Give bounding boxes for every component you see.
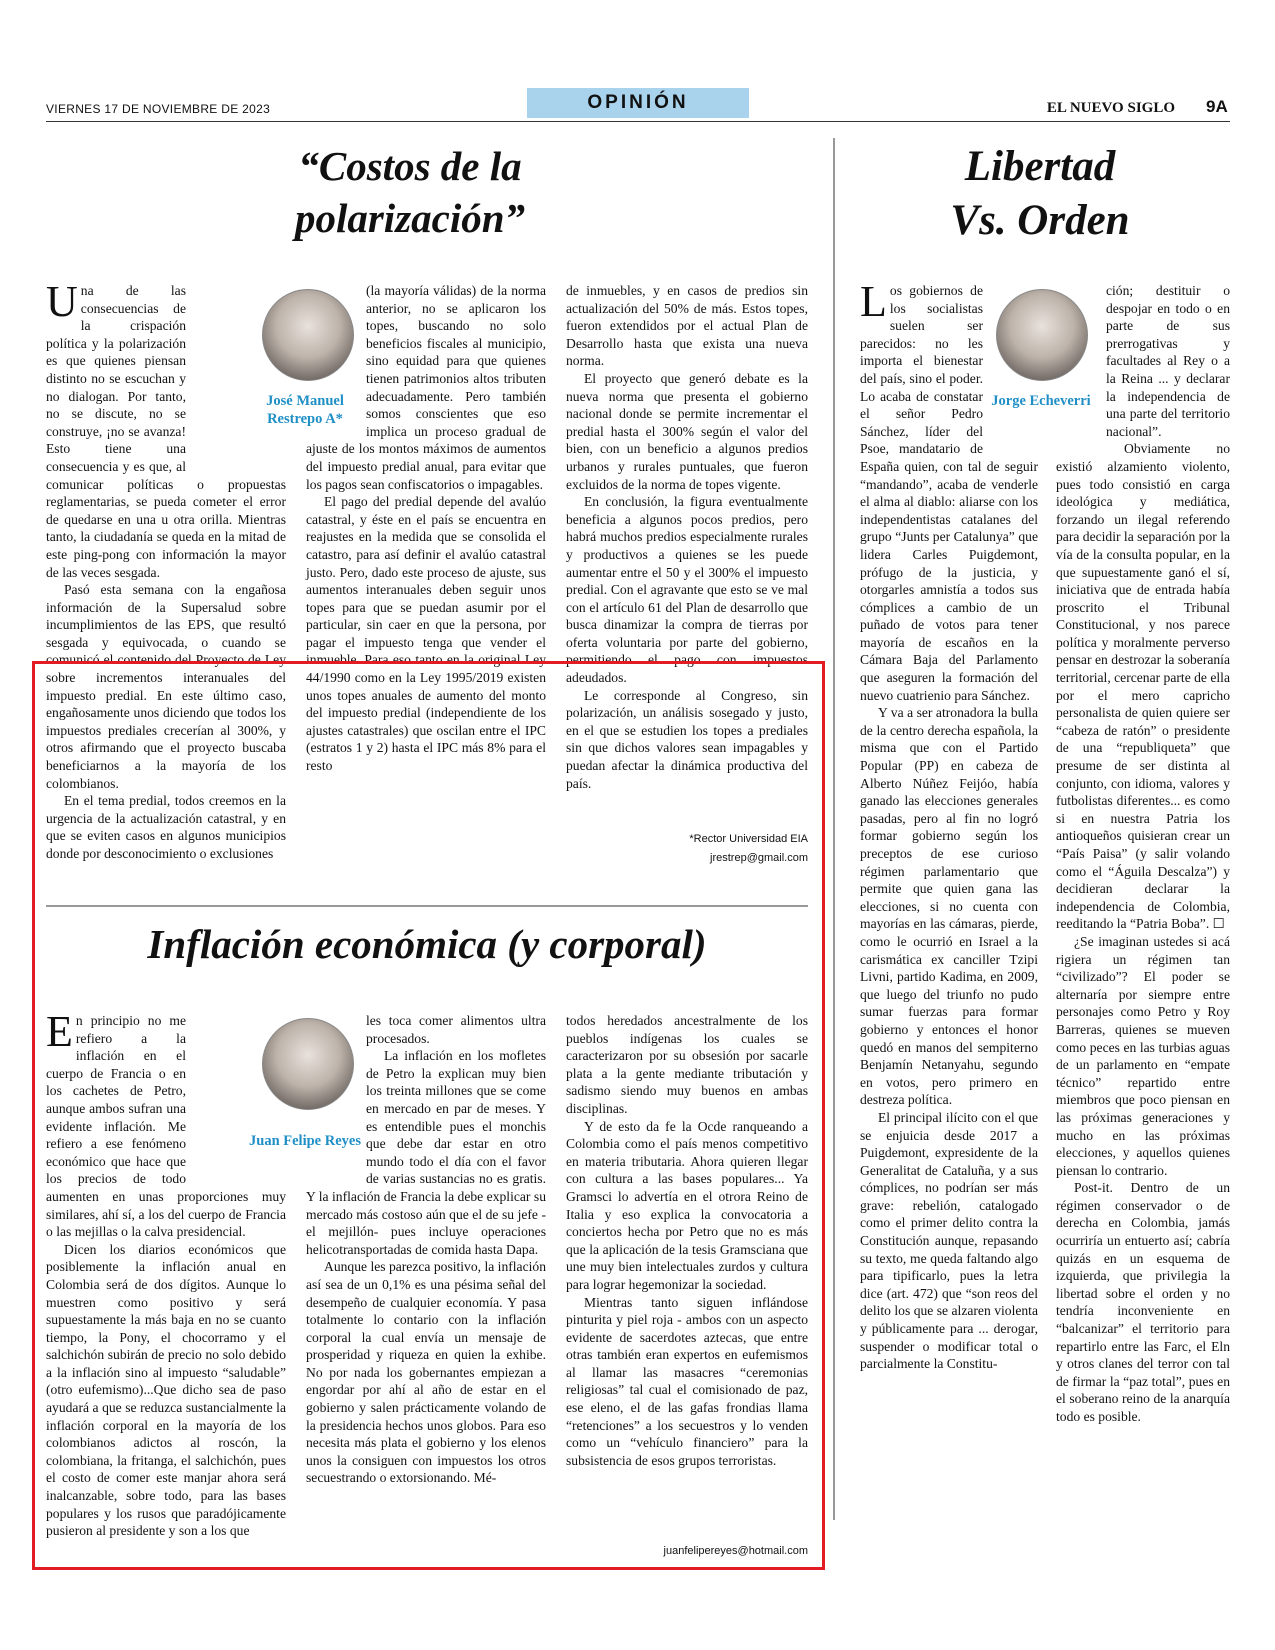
- article1-title-line1: “Costos de la: [298, 143, 522, 189]
- article3-col1-p2: Y va a ser atronadora la bulla de la centro derecha española, la misma que con el Partido Popular (PP) en cabeza de Alberto Núñez Feijóo, había ganado las elecciones generales pasadas, pero al fin no logró formar gobierno según los preceptos de ese curioso régimen parlamentario que permite que quien gana las elecciones, si no cuenta con mayorías en las cámaras, pierde, como le ocurrió en Israel a la carismática ex canciller Tzipi Livni, partido Kadima, en 2009, que luego del triunfo no pudo sumar fuerzas para formar gobierno y entonces el honor quedó en manos del sempiterno Benjamín Netanyahu, segundo en votos, pero primero en destreza política.: [860, 705, 1038, 1108]
- article1-col2-p2: El pago del predial depende del avalúo catastral, y éste en el país se encuentra en reajustes en la medida que se consolida el catastro, para así definir el avalúo catastral justo. Pero, dado este proceso de ajuste, sus aumentos interanuales deben seguir unos topes para que se puedan asumir por el particular, sin caer en que la persona, por pagar el impuesto tenga que vender el inmueble. Para eso tanto en la original Ley 44/1990 como en la Ley 1995/2019 existen unos topes anuales de aumento del monto del impuesto predial (independiente de los ajustes catastrales) que oscilan entre el IPC (estratos 1 y 2) hasta el IPC más 8% para el resto: [306, 494, 546, 774]
- article1-author: José Manuel Restrepo A*: [266, 393, 344, 427]
- page-number: 9A: [1206, 97, 1228, 116]
- article2-col2-p3: Aunque les parezca positivo, la inflación así sea de un 0,1% es una pésima señal del desempeño de cualquier economía. Y pasa totalmente lo contario con la inflación corporal la cual envía un mensaje de prosperidad y riqueza en quien la exhibe. No por nada los gobernantes empiezan a engordar por ahí al año de estar en el gobierno y salen prácticamente volando de la presidencia hechos unos globos. Para eso necesita más plata el gobierno y los elenos unos la consiguen con impuestos los otros secuestrando o extorsionando. Mé-: [306, 1259, 546, 1486]
- article2-email: juanfelipereyes@hotmail.com: [663, 1545, 808, 1557]
- article1-email: jrestrep@gmail.com: [710, 852, 808, 864]
- section-label: OPINIÓN: [527, 88, 749, 118]
- article1-col3-p4: Le corresponde al Congreso, sin polarización, un análisis sosegado y justo, en el que se estudien los topes a prediales sin que dichos valores sean impagables y puedan afectar la dinámica productiva del país.: [566, 687, 808, 791]
- article3-dropcap: L: [860, 277, 887, 326]
- article3-title-line1: Libertad: [964, 143, 1116, 190]
- article2-col3-p2: Y de esto da fe la Ocde ranqueando a Colombia como el país menos competitivo en materia tributaria. Ahora quieren llegar con cultura a las bases populares... Ya Gramsci lo advertía en el otrora Reino de Italia y eso explica la convocatoria a conciertos hecha por Petro que no es más que la aplicación de la tesis Gramsciana que une muy bien intelectuales zurdos y cultura para lograr hegemonizar la sociedad.: [566, 1118, 808, 1292]
- article2-author: Juan Felipe Reyes: [249, 1133, 361, 1149]
- column-divider: [833, 138, 835, 1520]
- article2-col1-p1: n principio no me refiero a la inflación en el cuerpo de Francia o en los cachetes de Petro, aunque ambos sufran una evidente inflación. Me refiero a ese fenómeno económico que hace que los precios de todo aumenten en unas proporciones muy similares, ahí sí, a los del cuerpo de Francia o las mejillas o la calva presidencial.: [46, 1013, 286, 1240]
- highlight-box: [32, 661, 825, 1570]
- article3-col2: [1056, 282, 1230, 1562]
- article1-col3-p2: El proyecto que generó debate es la nueva norma que presenta el gobierno nacional donde se permite incrementar el predial hasta el 300% según el valor del bien, con un beneficio a algunos predios urbanos y rurales puntuales, que fueron excluidos de la norma de topes vigente.: [566, 370, 808, 492]
- article3-col2-p2: Obviamente no existió alzamiento violento, pues todo consistió en carga ideológica y mediática, forzando un ilegal referendo para decidir la separación por la vía de la consulta popular, en la que supuestamente ganó el sí, iniciativa que de entrada había proscrito el Tribunal Constitucional, y nos parece política y moralmente perverso pensar en destrozar la soberanía territorial, cercenar parte de ella por el mero capricho personalista de quien quiere ser “cabeza de ratón” o presidente de una “republiqueta” que presume de ser distinta al conjunto, con idioma, valores y futbolistas diferentes... es como si en nuestra Patria los antioqueños quisieran crear un “País Paisa” (y salir volando como el “Águila Descalza”) y decidieran declarar la independencia de Colombia, reeditando la “Patria Boba”. ☐: [1056, 441, 1230, 932]
- article2-col3-p3: Mientras tanto siguen inflándose pinturita y piel roja - ambos con un aspecto evidente de sacerdotes aztecas, que entre otras también eran expertos en eufemismos al llamar las masacres “ceremonias religiosas” tal cual el comisionado de paz, ese eleno, el de las gafas frondias llama “retenciones” a los secuestros y lo venden como un “vehículo financiero” para la subsistencia de esos grupos terroristas.: [566, 1294, 808, 1468]
- article3-title: [880, 140, 1200, 248]
- article1-note: *Rector Universidad EIA: [689, 833, 808, 845]
- article1-col2-p1: (la mayoría válidas) de la norma anterior, no se aplicaron los topes, buscando no solo beneficios fiscales al municipio, sino equidad para que quienes tienen patrimonios altos tributen adecuadamente. Pero también somos conscientes que eso implica un proceso gradual de ajuste de los montos máximos de aumentos del impuesto predial anual, para evitar que los pagos sean confiscatorios o impagables.: [306, 283, 546, 492]
- article2-col1-p2: Dicen los diarios económicos que posiblemente la inflación anual en Colombia será de dos dígitos. Aunque lo muestren como positivo y será supuestamente la más baja en no se cuanto tiempo, la Pony, el chocorramo y el salchichón subirán de precio no solo debido a la inflación sino al impuesto “saludable” (otro eufemismo)...Que dicho sea de paso ayudará a que se reduzca sustancialmente la inflación corporal en la mayoría de los colombianos adictos al roscón, la colombiana, la fritanga, el salchichón, pues el costo de comer este manjar ahora será inalcanzable, sobre todo, para las bases populares y los rusos que paradójicamente pusieron al presidente y son a los que: [46, 1241, 286, 1539]
- article2-col3-p1: todos heredados ancestralmente de los pueblos indígenas los cuales se caracterizaron por su obsesión por sacarle plata a la gente mediante tributación y sadismo siendo muy buenos en ambas disciplinas.: [566, 1013, 808, 1116]
- article1-col1-p3: En el tema predial, todos creemos en la urgencia de la actualización catastral, y en que se eviten casos en algunos municipios donde por desconocimiento o exclusiones: [46, 793, 286, 861]
- article1-col3-p3: En conclusión, la figura eventualmente beneficia a algunos pocos predios, pero habrá muchos predios especialmente rurales y productivos a quienes se les puede aumentar entre el 50 y el 300% el impuesto predial. Con el agravante que esto se ve mal con el artículo 61 del Plan de desarrollo que busca dinamizar la compra de tierras por oferta voluntaria por parte del gobierno, permitiendo el pago con impuestos adeudados.: [566, 494, 808, 686]
- article1-col1-p1: na de las consecuencias de la crispación política y la polarización es que quienes piensan distinto no se escuchan y no dialogan. Por tanto, no se discute, no se construye, ¡no se avanza! Esto tiene una consecuencia y es que, al comunicar políticas o propuestas reglamentarias, se pueda cometer el error de quedarse en una u otra orilla. Mientras tanto, la ciudadanía se queda en la mitad de este ping-pong con información la mayor de las veces sesgada.: [46, 283, 286, 580]
- article3-col2-p1: ción; destituir o despojar en todo o en parte de sus prerrogativas y facultades al Rey o a la Reina ... y declarar la independencia de una parte del territorio nacional”.: [1106, 283, 1230, 439]
- article3-col1: [860, 277, 1038, 1562]
- article1-col1-p2: Pasó esta semana con la engañosa información de la Supersalud sobre incumplimientos de las EPS, que resultó sesgada y equivocada, o cuando se comunicó el contenido del Proyecto de Ley sobre incrementos interanuales del impuesto predial. En este último caso, engañosamente unos diciendo que todos los impuestos prediales crecerían al 300%, y otros afirmando que el proyecto buscaba beneficiarnos a la mayoría de los colombianos.: [46, 582, 286, 791]
- article1-title-line2: polarización”: [294, 195, 526, 241]
- article1-col3-p1: de inmuebles, y en casos de predios sin actualización del 50% de más. Estos topes, fueron extendidos por el actual Plan de Desarrollo hasta que exista una nueva norma.: [566, 283, 808, 369]
- article3-title-line2: Vs. Orden: [950, 197, 1130, 244]
- newspaper-name: EL NUEVO SIGLO: [1046, 100, 1175, 116]
- article2-col2-p2: La inflación en los mofletes de Petro la explican muy bien los treinta millones que se come en mercado en par de meses. Y es entendible pues el monchis que debe dar estar en otro mundo todo el día con el favor de varias sustancias no es gratis. Y la inflación de Francia la debe explicar su mercado más costoso aún que el de su jefe -el mejillón- pues incluye operaciones helicotransportadas de comida hasta Dapa.: [306, 1048, 546, 1257]
- article3-col2-p4: Post-it. Dentro de un régimen conservador o de derecha en Colombia, jamás ocurriría un entuerto así; cabría quizás en un esquema de izquierda, que privilegia la libertad sobre el orden y no tendría inconveniente en “balcanizar” el territorio para repartirlo entre las Farc, el Eln y otros clanes del terror con tal de firmar la “paz total”, pues en el soberano reino de la anarquía todo es posible.: [1056, 1180, 1230, 1424]
- article3-col2-p3: ¿Se imaginan ustedes si acá rigiera un régimen tan “civilizado”? El poder se alternaría por siempre entre personajes como Petro y Roy Barreras, quienes se mueven como peces en las turbias aguas de un parlamento en “empate técnico” repartido entre miembros que poco piensan en las próximas generaciones y mucho en las próximas elecciones, y aquellos quienes piensan lo contrario.: [1056, 933, 1230, 1178]
- article3-col1-p3: El principal ilícito con el que se enjuicia desde 2017 a Puigdemont, expresidente de la Generalitat de Cataluña, y a sus cómplices, no podrían ser más grave: rebelión, catalogado como el primer delito contra la Constitución aunque, repasando su texto, me queda faltando algo para tipificarlo, pues la letra dice (art. 472) que “son reos del delito los que se alzaren violenta y públicamente para ... derogar, suspender o modificar total o parcialmente la Constitu-: [860, 1109, 1038, 1372]
- issue-date: VIERNES 17 DE NOVIEMBRE DE 2023: [46, 102, 271, 116]
- article2-title: Inflación económica (y corporal): [147, 921, 707, 967]
- article3-col1-p1: os gobiernos de los socialistas suelen ser parecidos: no les importa el bienestar del país, sino el poder. Lo acaba de constatar el señor Pedro Sánchez, líder del Psoe, mandatario de España quien, con tal de seguir “mandando”, acaba de venderle el alma al diablo: aliarse con los independentistas catalanes del grupo “Junts per Catalunya” que lidera Carles Puigdemont, prófugo de la justicia, y otorgarles amnistía a todos sus cómplices a cambio de un puñado de votos para tener mayoría de escaños en la Cámara Baja del Parlamento que aseguren la formación del nuevo cuatrienio para Sánchez.: [860, 283, 1038, 703]
- article1-dropcap: U: [46, 277, 78, 326]
- header-rule: [46, 121, 1230, 122]
- article1-title: [200, 140, 620, 244]
- article2-col2-p1: les toca comer alimentos ultra procesados.: [366, 1013, 546, 1046]
- article2-dropcap: E: [46, 1007, 73, 1056]
- article3-author: Jorge Echeverri: [991, 393, 1091, 409]
